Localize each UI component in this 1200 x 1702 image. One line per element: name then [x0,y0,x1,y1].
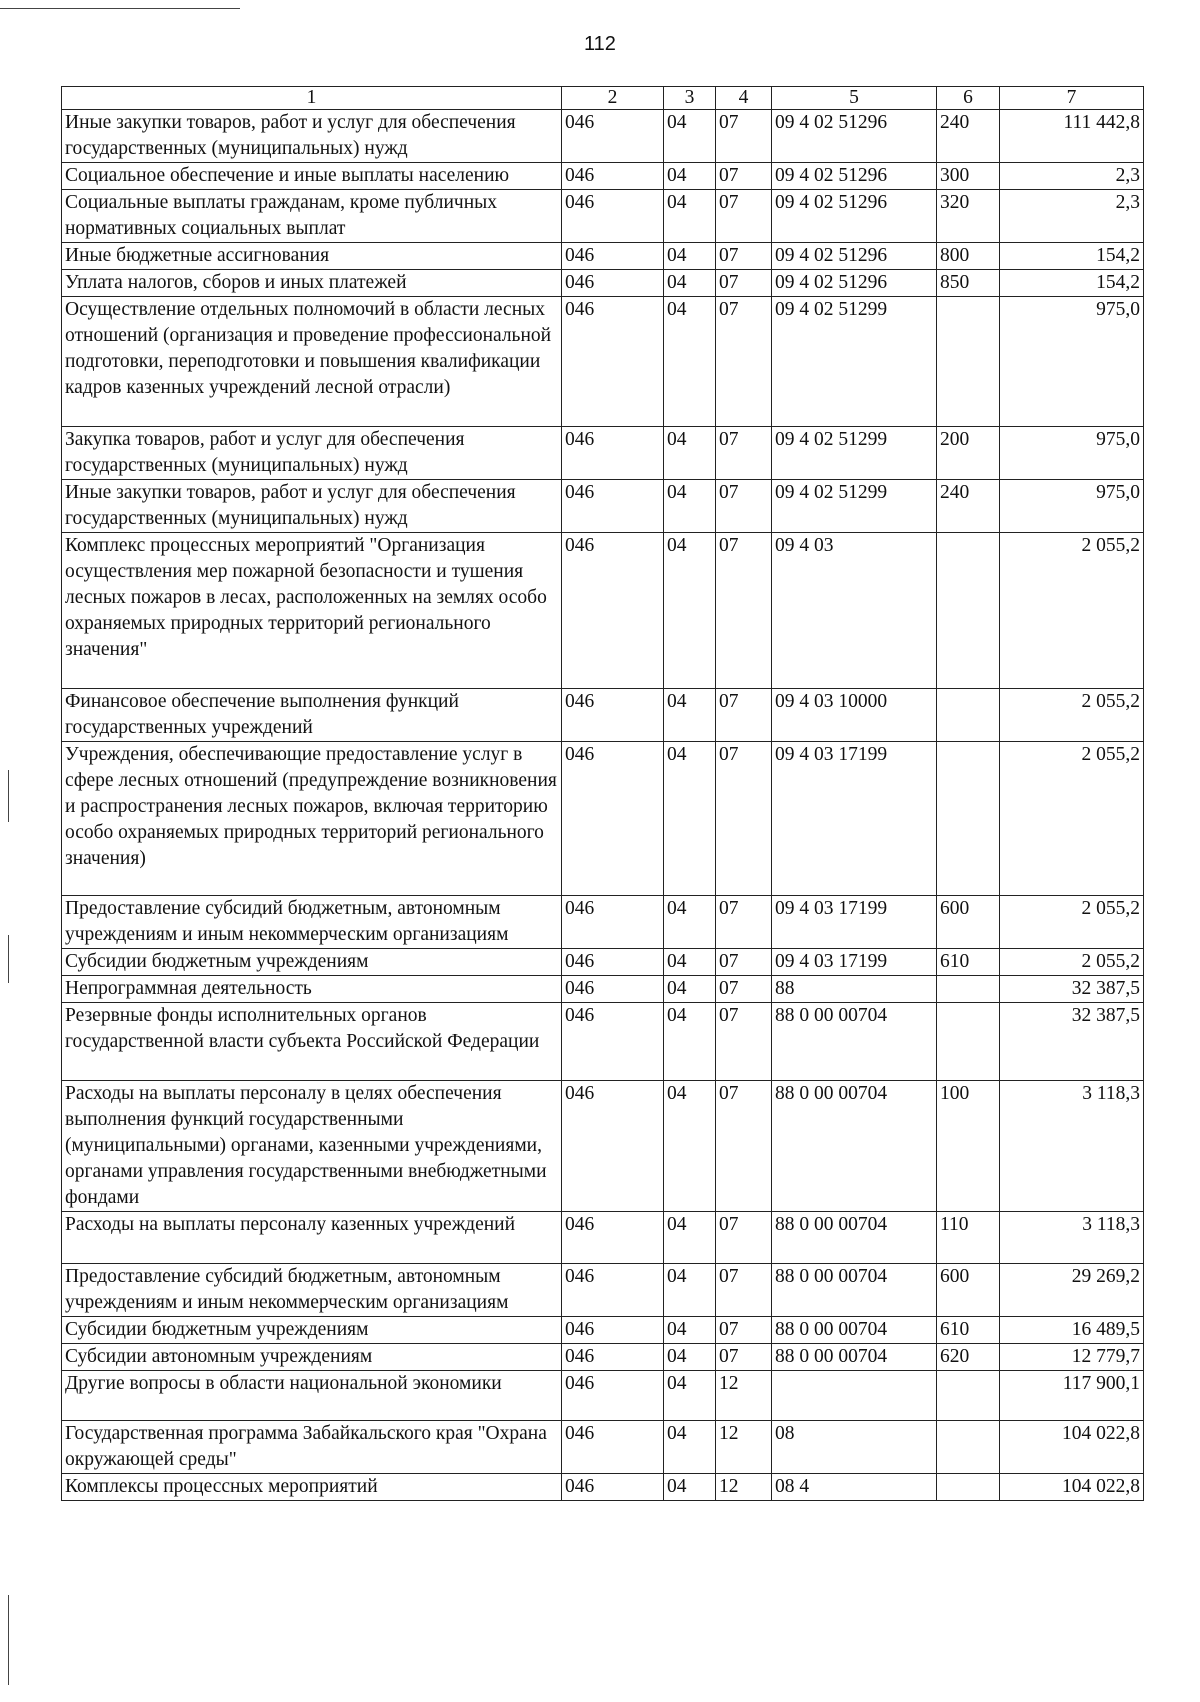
expense-type-cell [937,1371,1000,1421]
table-row [62,190,1144,243]
column-number-row [62,87,1144,110]
section-code-cell: 04 [664,1474,716,1501]
amount-cell: 2 055,2 [1000,689,1144,742]
amount-cell: 32 387,5 [1000,1003,1144,1081]
expense-type-cell: 300 [937,163,1000,190]
section-code-cell: 04 [664,110,716,163]
section-code-cell: 04 [664,689,716,742]
grbs-code-cell: 046 [562,270,664,297]
section-code-cell: 04 [664,1421,716,1474]
subsection-code-cell: 07 [716,190,772,243]
amount-cell: 975,0 [1000,480,1144,533]
target-article-cell: 08 [772,1421,937,1474]
expense-name-cell: Предоставление субсидий бюджетным, автономным учреждениям и иным некоммерческим организациям [62,1264,562,1317]
expense-name-cell: Иные закупки товаров, работ и услуг для обеспечения государственных (муниципальных) нужд [62,110,562,163]
target-article-cell: 09 4 02 51296 [772,270,937,297]
section-code-cell: 04 [664,243,716,270]
target-article-cell: 09 4 03 17199 [772,949,937,976]
grbs-code-cell: 046 [562,1081,664,1212]
expense-type-cell [937,1003,1000,1081]
expense-name-cell: Субсидии автономным учреждениям [62,1344,562,1371]
target-article-cell: 09 4 02 51299 [772,297,937,427]
amount-cell: 2 055,2 [1000,949,1144,976]
table-row [62,1003,1144,1081]
expense-name-cell: Социальное обеспечение и иные выплаты населению [62,163,562,190]
subsection-code-cell: 07 [716,110,772,163]
table-row [62,1474,1144,1501]
target-article-cell: 09 4 02 51296 [772,110,937,163]
table-row [62,110,1144,163]
table-row [62,1317,1144,1344]
amount-cell: 154,2 [1000,243,1144,270]
subsection-code-cell: 07 [716,1344,772,1371]
subsection-code-cell: 07 [716,896,772,949]
subsection-code-cell: 07 [716,1003,772,1081]
subsection-code-cell: 07 [716,1317,772,1344]
amount-cell: 975,0 [1000,297,1144,427]
expense-name-cell: Осуществление отдельных полномочий в области лесных отношений (организация и проведение профессиональной подготовки, переподготовки и повышения квалификации кадров казенных учреждений лесной отрасли) [62,297,562,427]
grbs-code-cell: 046 [562,1474,664,1501]
target-article-cell: 09 4 03 17199 [772,896,937,949]
grbs-code-cell: 046 [562,243,664,270]
amount-cell: 29 269,2 [1000,1264,1144,1317]
target-article-cell [772,1371,937,1421]
expense-name-cell: Закупка товаров, работ и услуг для обеспечения государственных (муниципальных) нужд [62,427,562,480]
grbs-code-cell: 046 [562,896,664,949]
amount-cell: 154,2 [1000,270,1144,297]
section-code-cell: 04 [664,1212,716,1264]
target-article-cell: 88 0 00 00704 [772,1003,937,1081]
amount-cell: 3 118,3 [1000,1212,1144,1264]
amount-cell: 3 118,3 [1000,1081,1144,1212]
table-row [62,1421,1144,1474]
expense-name-cell: Непрограммная деятельность [62,976,562,1003]
grbs-code-cell: 046 [562,1317,664,1344]
section-code-cell: 04 [664,163,716,190]
expense-type-cell: 320 [937,190,1000,243]
expense-name-cell: Уплата налогов, сборов и иных платежей [62,270,562,297]
target-article-cell: 09 4 03 10000 [772,689,937,742]
amount-cell: 2,3 [1000,163,1144,190]
expense-type-cell [937,742,1000,896]
table-row [62,1264,1144,1317]
table-row [62,1344,1144,1371]
section-code-cell: 04 [664,270,716,297]
target-article-cell: 08 4 [772,1474,937,1501]
expense-name-cell: Социальные выплаты гражданам, кроме публичных нормативных социальных выплат [62,190,562,243]
expense-name-cell: Комплекс процессных мероприятий "Организация осуществления мер пожарной безопасности и тушения лесных пожаров в лесах, расположенных на землях особо охраняемых природных территорий регионального значения" [62,533,562,689]
target-article-cell: 09 4 02 51296 [772,190,937,243]
section-code-cell: 04 [664,1081,716,1212]
target-article-cell: 09 4 03 [772,533,937,689]
column-header: 5 [772,87,937,110]
expense-type-cell: 610 [937,949,1000,976]
target-article-cell: 88 0 00 00704 [772,1081,937,1212]
section-code-cell: 04 [664,427,716,480]
amount-cell: 2,3 [1000,190,1144,243]
expense-name-cell: Субсидии бюджетным учреждениям [62,949,562,976]
target-article-cell: 88 0 00 00704 [772,1344,937,1371]
grbs-code-cell: 046 [562,480,664,533]
target-article-cell: 88 0 00 00704 [772,1264,937,1317]
table-row [62,742,1144,896]
subsection-code-cell: 07 [716,297,772,427]
grbs-code-cell: 046 [562,976,664,1003]
expense-name-cell: Иные закупки товаров, работ и услуг для обеспечения государственных (муниципальных) нужд [62,480,562,533]
section-code-cell: 04 [664,742,716,896]
expense-name-cell: Резервные фонды исполнительных органов государственной власти субъекта Российской Федерации [62,1003,562,1081]
section-code-cell: 04 [664,1371,716,1421]
grbs-code-cell: 046 [562,110,664,163]
grbs-code-cell: 046 [562,1264,664,1317]
table-row [62,1212,1144,1264]
expense-type-cell: 100 [937,1081,1000,1212]
section-code-cell: 04 [664,190,716,243]
table-row [62,896,1144,949]
expense-name-cell: Субсидии бюджетным учреждениям [62,1317,562,1344]
grbs-code-cell: 046 [562,1421,664,1474]
expense-name-cell: Другие вопросы в области национальной экономики [62,1371,562,1421]
amount-cell: 117 900,1 [1000,1371,1144,1421]
expense-type-cell: 850 [937,270,1000,297]
column-header: 3 [664,87,716,110]
expense-type-cell: 240 [937,480,1000,533]
expense-name-cell: Государственная программа Забайкальского края "Охрана окружающей среды" [62,1421,562,1474]
expense-name-cell: Финансовое обеспечение выполнения функций государственных учреждений [62,689,562,742]
amount-cell: 16 489,5 [1000,1317,1144,1344]
grbs-code-cell: 046 [562,949,664,976]
table-row [62,270,1144,297]
column-header: 6 [937,87,1000,110]
expense-type-cell [937,1421,1000,1474]
section-code-cell: 04 [664,533,716,689]
section-code-cell: 04 [664,976,716,1003]
section-code-cell: 04 [664,949,716,976]
grbs-code-cell: 046 [562,297,664,427]
amount-cell: 12 779,7 [1000,1344,1144,1371]
scan-edge-line-left-1 [8,770,9,822]
section-code-cell: 04 [664,480,716,533]
expense-type-cell: 110 [937,1212,1000,1264]
grbs-code-cell: 046 [562,427,664,480]
amount-cell: 111 442,8 [1000,110,1144,163]
section-code-cell: 04 [664,1003,716,1081]
expense-type-cell [937,689,1000,742]
amount-cell: 104 022,8 [1000,1474,1144,1501]
grbs-code-cell: 046 [562,689,664,742]
expense-type-cell [937,533,1000,689]
subsection-code-cell: 07 [716,976,772,1003]
column-header: 7 [1000,87,1144,110]
target-article-cell: 88 [772,976,937,1003]
subsection-code-cell: 07 [716,163,772,190]
grbs-code-cell: 046 [562,1344,664,1371]
expense-type-cell: 240 [937,110,1000,163]
subsection-code-cell: 07 [716,243,772,270]
scan-edge-line-left-2 [8,935,9,983]
subsection-code-cell: 07 [716,689,772,742]
table-row [62,297,1144,427]
target-article-cell: 88 0 00 00704 [772,1212,937,1264]
grbs-code-cell: 046 [562,163,664,190]
subsection-code-cell: 07 [716,270,772,297]
expense-type-cell: 610 [937,1317,1000,1344]
subsection-code-cell: 12 [716,1371,772,1421]
grbs-code-cell: 046 [562,533,664,689]
expense-name-cell: Предоставление субсидий бюджетным, автономным учреждениям и иным некоммерческим организациям [62,896,562,949]
table-row [62,949,1144,976]
grbs-code-cell: 046 [562,1212,664,1264]
target-article-cell: 09 4 02 51296 [772,163,937,190]
column-header: 2 [562,87,664,110]
expense-type-cell: 600 [937,896,1000,949]
section-code-cell: 04 [664,896,716,949]
target-article-cell: 88 0 00 00704 [772,1317,937,1344]
column-header: 1 [62,87,562,110]
table-row [62,533,1144,689]
subsection-code-cell: 07 [716,533,772,689]
scan-edge-line-top [0,8,240,9]
expense-type-cell: 200 [937,427,1000,480]
expense-type-cell [937,297,1000,427]
table-row [62,976,1144,1003]
column-header: 4 [716,87,772,110]
amount-cell: 32 387,5 [1000,976,1144,1003]
section-code-cell: 04 [664,1317,716,1344]
budget-table [61,86,1144,1501]
target-article-cell: 09 4 02 51299 [772,427,937,480]
expense-name-cell: Иные бюджетные ассигнования [62,243,562,270]
subsection-code-cell: 07 [716,480,772,533]
table-row [62,1371,1144,1421]
page-number: 112 [584,33,616,55]
grbs-code-cell: 046 [562,1371,664,1421]
table-row [62,1081,1144,1212]
expense-type-cell: 800 [937,243,1000,270]
subsection-code-cell: 07 [716,949,772,976]
expense-name-cell: Учреждения, обеспечивающие предоставление услуг в сфере лесных отношений (предупреждение возникновения и распространения лесных пожаров, включая территорию особо охраняемых природных территорий регионального значения) [62,742,562,896]
subsection-code-cell: 07 [716,742,772,896]
subsection-code-cell: 07 [716,1264,772,1317]
expense-type-cell [937,976,1000,1003]
subsection-code-cell: 12 [716,1421,772,1474]
grbs-code-cell: 046 [562,1003,664,1081]
section-code-cell: 04 [664,297,716,427]
table-row [62,243,1144,270]
expense-type-cell: 620 [937,1344,1000,1371]
subsection-code-cell: 07 [716,1212,772,1264]
expense-name-cell: Расходы на выплаты персоналу в целях обеспечения выполнения функций государственными (муниципальными) органами, казенными учреждениями, органами управления государственными внебюджетными фондами [62,1081,562,1212]
target-article-cell: 09 4 02 51296 [772,243,937,270]
table-row [62,480,1144,533]
amount-cell: 104 022,8 [1000,1421,1144,1474]
subsection-code-cell: 12 [716,1474,772,1501]
table-row [62,163,1144,190]
expense-name-cell: Комплексы процессных мероприятий [62,1474,562,1501]
expense-type-cell [937,1474,1000,1501]
expense-type-cell: 600 [937,1264,1000,1317]
expense-name-cell: Расходы на выплаты персоналу казенных учреждений [62,1212,562,1264]
target-article-cell: 09 4 03 17199 [772,742,937,896]
section-code-cell: 04 [664,1264,716,1317]
amount-cell: 975,0 [1000,427,1144,480]
table-row [62,427,1144,480]
section-code-cell: 04 [664,1344,716,1371]
scan-edge-line-left-3 [8,1595,9,1685]
subsection-code-cell: 07 [716,427,772,480]
grbs-code-cell: 046 [562,190,664,243]
grbs-code-cell: 046 [562,742,664,896]
table-row [62,689,1144,742]
amount-cell: 2 055,2 [1000,896,1144,949]
target-article-cell: 09 4 02 51299 [772,480,937,533]
subsection-code-cell: 07 [716,1081,772,1212]
amount-cell: 2 055,2 [1000,533,1144,689]
amount-cell: 2 055,2 [1000,742,1144,896]
